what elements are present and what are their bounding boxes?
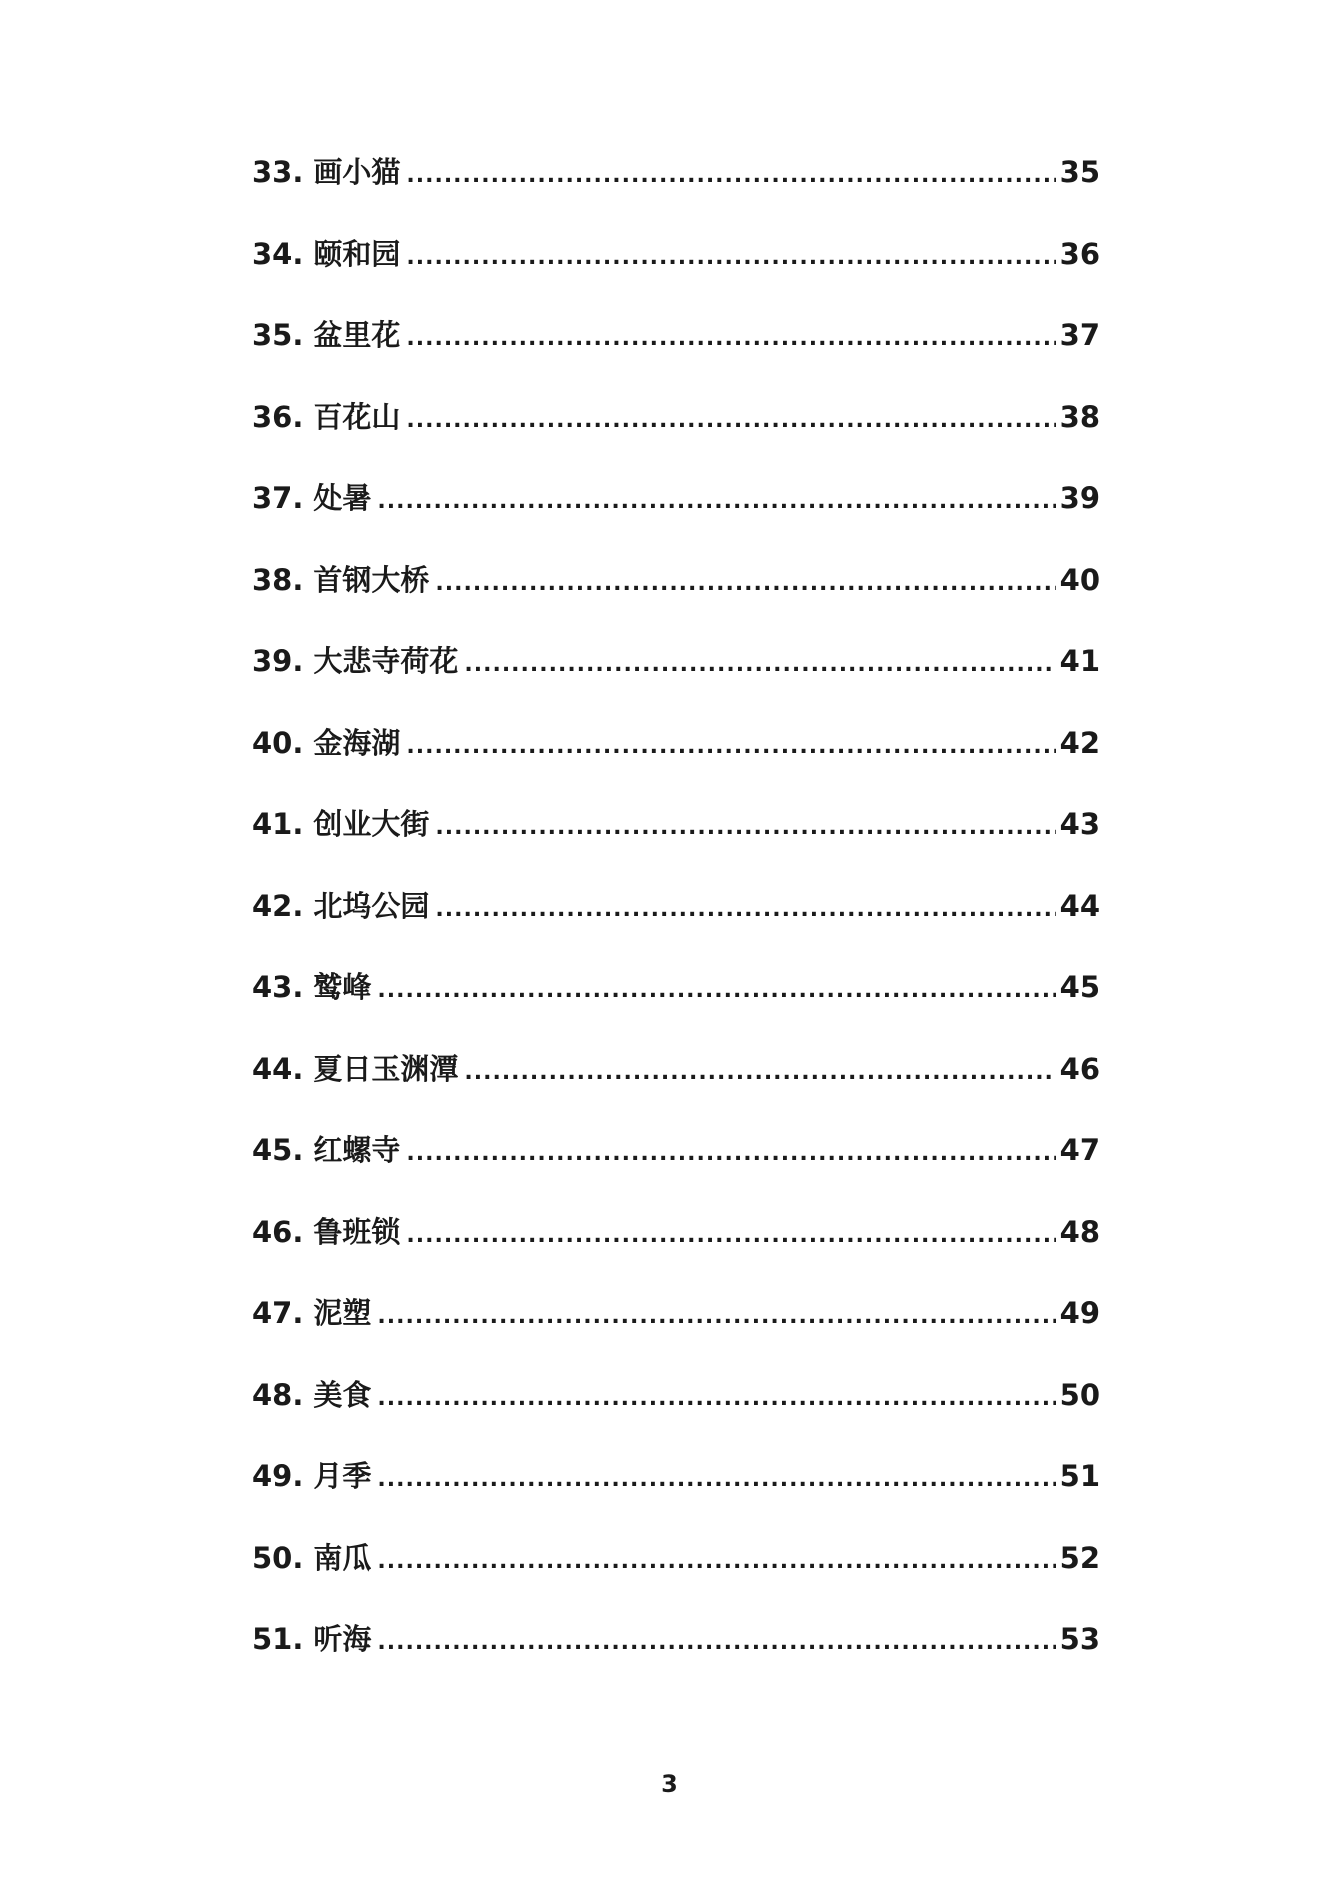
toc-entry[interactable] xyxy=(252,802,1100,884)
entry-page-number: 39 xyxy=(1059,481,1100,515)
entry-number: 42. xyxy=(252,888,304,923)
entry-page-number: 46 xyxy=(1059,1051,1100,1086)
entry-title: 北坞公园 xyxy=(313,888,430,923)
entry-title: 大悲寺荷花 xyxy=(313,644,459,678)
entry-page-number: 35 xyxy=(1059,155,1100,189)
dot-leader xyxy=(406,1141,1055,1166)
toc-entry[interactable] xyxy=(252,313,1100,395)
entry-title: 鲁班锁 xyxy=(313,1214,401,1249)
entry-page-number: 41 xyxy=(1059,644,1100,678)
entry-page-number: 37 xyxy=(1059,318,1100,352)
dot-leader xyxy=(406,1223,1055,1248)
entry-page-number: 36 xyxy=(1059,236,1100,271)
entry-page-number: 50 xyxy=(1059,1377,1100,1412)
toc-entry[interactable] xyxy=(252,1536,1100,1618)
entry-title: 金海湖 xyxy=(313,725,401,760)
dot-leader xyxy=(435,571,1055,596)
dot-leader xyxy=(377,489,1055,514)
entry-title: 鹫峰 xyxy=(313,970,372,1004)
toc-entry[interactable] xyxy=(252,1291,1100,1373)
table-of-contents xyxy=(252,150,1100,1699)
entry-number: 40. xyxy=(252,725,304,760)
toc-entry[interactable] xyxy=(252,965,1100,1047)
entry-number: 48. xyxy=(252,1377,304,1412)
toc-entry[interactable] xyxy=(252,395,1100,477)
entry-page-number: 44 xyxy=(1059,888,1100,923)
entry-number: 39. xyxy=(252,644,304,678)
page-number: 3 xyxy=(661,1770,678,1798)
entry-page-number: 43 xyxy=(1059,807,1100,841)
entry-number: 43. xyxy=(252,970,304,1004)
dot-leader xyxy=(464,652,1055,677)
dot-leader xyxy=(377,1549,1055,1574)
entry-title: 首钢大桥 xyxy=(313,562,430,597)
entry-page-number: 53 xyxy=(1059,1622,1100,1656)
entry-page-number: 42 xyxy=(1059,725,1100,760)
entry-number: 50. xyxy=(252,1540,304,1575)
entry-page-number: 49 xyxy=(1059,1296,1100,1330)
entry-title: 月季 xyxy=(313,1459,372,1493)
entry-page-number: 51 xyxy=(1059,1459,1100,1493)
dot-leader xyxy=(377,1386,1055,1411)
dot-leader xyxy=(377,1304,1055,1329)
toc-entry[interactable] xyxy=(252,639,1100,721)
dot-leader xyxy=(377,1467,1055,1492)
toc-entry[interactable] xyxy=(252,884,1100,966)
entry-number: 36. xyxy=(252,399,304,434)
dot-leader xyxy=(406,408,1055,433)
entry-title: 泥塑 xyxy=(313,1296,372,1330)
dot-leader xyxy=(406,245,1055,270)
dot-leader xyxy=(406,163,1055,188)
toc-entry[interactable] xyxy=(252,1210,1100,1292)
entry-number: 34. xyxy=(252,236,304,271)
entry-number: 47. xyxy=(252,1296,304,1330)
entry-number: 33. xyxy=(252,155,304,189)
entry-title: 红螺寺 xyxy=(313,1133,401,1167)
entry-page-number: 38 xyxy=(1059,399,1100,434)
entry-page-number: 48 xyxy=(1059,1214,1100,1249)
entry-title: 处暑 xyxy=(313,481,372,515)
toc-entry[interactable] xyxy=(252,558,1100,640)
dot-leader xyxy=(435,815,1055,840)
entry-page-number: 45 xyxy=(1059,970,1100,1004)
dot-leader xyxy=(435,897,1055,922)
entry-title: 美食 xyxy=(313,1377,372,1412)
dot-leader xyxy=(464,1060,1055,1085)
entry-number: 44. xyxy=(252,1051,304,1086)
toc-entry[interactable] xyxy=(252,1128,1100,1210)
toc-entry[interactable] xyxy=(252,232,1100,314)
entry-number: 38. xyxy=(252,562,304,597)
entry-number: 35. xyxy=(252,318,304,352)
dot-leader xyxy=(406,326,1055,351)
toc-entry[interactable] xyxy=(252,1617,1100,1699)
entry-title: 夏日玉渊潭 xyxy=(313,1051,459,1086)
entry-page-number: 47 xyxy=(1059,1133,1100,1167)
entry-title: 画小猫 xyxy=(313,155,401,189)
dot-leader xyxy=(377,1630,1055,1655)
toc-entry[interactable] xyxy=(252,721,1100,803)
toc-entry[interactable] xyxy=(252,476,1100,558)
entry-title: 颐和园 xyxy=(313,236,401,271)
entry-number: 45. xyxy=(252,1133,304,1167)
entry-title: 盆里花 xyxy=(313,318,401,352)
entry-title: 百花山 xyxy=(313,399,401,434)
toc-entry[interactable] xyxy=(252,150,1100,232)
entry-number: 51. xyxy=(252,1622,304,1656)
dot-leader xyxy=(406,734,1055,759)
dot-leader xyxy=(377,978,1055,1003)
entry-page-number: 52 xyxy=(1059,1540,1100,1575)
entry-number: 49. xyxy=(252,1459,304,1493)
entry-page-number: 40 xyxy=(1059,562,1100,597)
entry-number: 46. xyxy=(252,1214,304,1249)
entry-number: 41. xyxy=(252,807,304,841)
toc-entry[interactable] xyxy=(252,1047,1100,1129)
entry-title: 听海 xyxy=(313,1622,372,1656)
entry-title: 创业大街 xyxy=(313,807,430,841)
entry-title: 南瓜 xyxy=(313,1540,372,1575)
entry-number: 37. xyxy=(252,481,304,515)
toc-entry[interactable] xyxy=(252,1454,1100,1536)
toc-entry[interactable] xyxy=(252,1373,1100,1455)
